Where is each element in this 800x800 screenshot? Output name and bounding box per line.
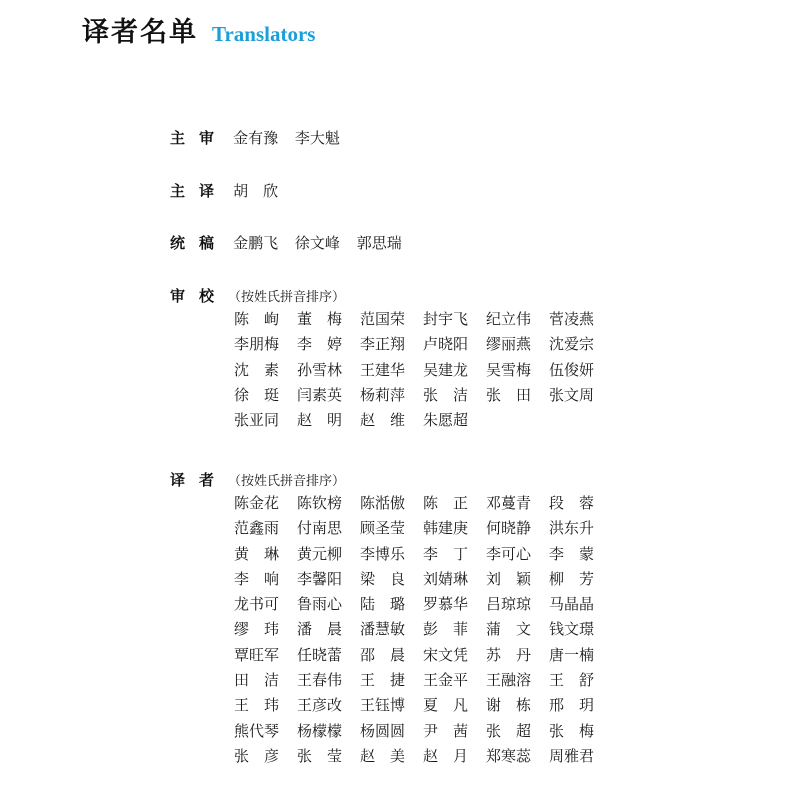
name-cell: 张 超 xyxy=(486,721,532,740)
name-cell: 郑寒蕊 xyxy=(486,746,532,765)
chief-review-names xyxy=(233,129,352,147)
name-cell: 陈钦榜 xyxy=(297,494,343,512)
name-cell: 刘婧琳 xyxy=(423,569,469,588)
proofreaders-list xyxy=(234,307,612,433)
name-cell: 鲁雨心 xyxy=(297,595,343,614)
name-cell: 纪立伟 xyxy=(486,310,532,328)
name-cell: 苏 丹 xyxy=(486,645,532,664)
name-cell: 邓蔓青 xyxy=(486,494,532,512)
name-cell: 菅凌燕 xyxy=(549,310,595,328)
name-cell: 黄元柳 xyxy=(297,544,343,563)
editing-names xyxy=(233,234,414,252)
name-cell: 何晓静 xyxy=(486,519,532,538)
name-cell: 李可心 xyxy=(486,544,532,563)
name-cell: 赵 月 xyxy=(423,746,469,765)
name-cell: 任晓蕾 xyxy=(297,645,343,664)
chief-review-label: 主审 xyxy=(170,129,229,147)
name-cell: 刘 颖 xyxy=(486,569,532,588)
name-cell: 朱愿超 xyxy=(423,411,469,430)
name: 金有豫 xyxy=(233,129,279,147)
name: 胡 欣 xyxy=(233,182,279,200)
name-cell: 范鑫雨 xyxy=(234,519,280,538)
chief-translator-section xyxy=(170,180,290,201)
name-cell: 张亚同 xyxy=(234,411,280,430)
name-cell: 潘慧敏 xyxy=(360,620,406,639)
name-cell: 张 洁 xyxy=(423,385,469,404)
name-cell: 田 洁 xyxy=(234,671,280,690)
name-cell: 陈金花 xyxy=(234,494,280,512)
name-cell: 彭 菲 xyxy=(423,620,469,639)
translators-heading xyxy=(170,469,345,490)
name-cell: 吕琼琼 xyxy=(486,595,532,614)
name-cell: 李 蒙 xyxy=(549,544,595,563)
proofreaders-note: （按姓氏拼音排序） xyxy=(228,290,346,305)
proofreaders-label: 审校 xyxy=(170,287,229,305)
name-cell: 赵 美 xyxy=(360,746,406,765)
name-cell: 张 梅 xyxy=(549,721,595,740)
name-cell: 缪丽燕 xyxy=(486,335,532,354)
name-cell: 覃旺军 xyxy=(234,645,280,664)
translators-note: （按姓氏拼音排序） xyxy=(228,474,346,489)
name-cell: 韩建庚 xyxy=(423,519,469,538)
chief-translator-label: 主译 xyxy=(170,182,229,200)
name: 郭思瑞 xyxy=(356,234,402,252)
name-cell: 钱文璟 xyxy=(549,620,595,639)
name-cell: 段 蓉 xyxy=(549,494,595,512)
name-cell: 梁 良 xyxy=(360,569,406,588)
name: 金鹏飞 xyxy=(233,234,279,252)
name-cell: 宋文凭 xyxy=(423,645,469,664)
translators-label: 译者 xyxy=(170,471,229,489)
name-cell: 李朋梅 xyxy=(234,335,280,354)
name-cell: 李正翔 xyxy=(360,335,406,354)
name-cell: 封宇飞 xyxy=(423,310,469,328)
name-cell: 熊代琴 xyxy=(234,721,280,740)
name-cell: 孙雪林 xyxy=(297,360,343,379)
page-title: 译者名单 xyxy=(82,17,198,48)
proofreaders-heading xyxy=(170,285,345,306)
name-cell: 李馨阳 xyxy=(297,569,343,588)
name-cell: 陈湉傲 xyxy=(360,494,406,512)
name-cell: 付南思 xyxy=(297,519,343,538)
translators-list xyxy=(234,491,612,769)
name-cell: 王融溶 xyxy=(486,671,532,690)
name-cell: 沈爱宗 xyxy=(549,335,595,354)
name-cell: 王春伟 xyxy=(297,671,343,690)
name-cell: 顾圣莹 xyxy=(360,519,406,538)
name-cell: 邢 玥 xyxy=(549,696,595,715)
name-cell: 王 玮 xyxy=(234,696,280,715)
name-cell: 龙书可 xyxy=(234,595,280,614)
name-cell: 王 舒 xyxy=(549,671,595,690)
name-cell: 马晶晶 xyxy=(549,595,595,614)
name-cell: 卢晓阳 xyxy=(423,335,469,354)
name-cell: 闫素英 xyxy=(297,385,343,404)
page-title-en: Translators xyxy=(212,22,316,46)
name-cell: 董 梅 xyxy=(297,310,343,328)
name-cell: 黄 琳 xyxy=(234,544,280,563)
name-cell: 杨莉萍 xyxy=(360,385,406,404)
name-cell: 李 婷 xyxy=(297,335,343,354)
editing-section xyxy=(170,232,414,253)
name-cell: 陈 峋 xyxy=(234,310,280,328)
name-cell: 夏 凡 xyxy=(423,696,469,715)
name-cell: 洪东升 xyxy=(549,519,595,538)
name-cell: 柳 芳 xyxy=(549,569,595,588)
name-cell: 蒲 文 xyxy=(486,620,532,639)
name-cell: 伍俊妍 xyxy=(549,360,595,379)
name-cell: 王彦改 xyxy=(297,696,343,715)
name-cell: 赵 维 xyxy=(360,411,406,430)
name-cell: 潘 晨 xyxy=(297,620,343,639)
name-cell: 缪 玮 xyxy=(234,620,280,639)
name-cell: 陈 正 xyxy=(423,494,469,512)
name-cell: 李 响 xyxy=(234,569,280,588)
page-header xyxy=(82,10,315,49)
chief-review-section xyxy=(170,127,352,148)
name-cell: 沈 素 xyxy=(234,360,280,379)
name-cell: 王建华 xyxy=(360,360,406,379)
name-cell: 张文周 xyxy=(549,385,595,404)
name-cell: 徐 珽 xyxy=(234,385,280,404)
name-cell: 吴建龙 xyxy=(423,360,469,379)
name-cell: 王 捷 xyxy=(360,671,406,690)
name-cell: 张 田 xyxy=(486,385,532,404)
name-cell: 范国荣 xyxy=(360,310,406,328)
name-cell: 谢 栋 xyxy=(486,696,532,715)
name-cell: 杨圆圆 xyxy=(360,721,406,740)
name-cell: 王钰博 xyxy=(360,696,406,715)
name-cell: 吴雪梅 xyxy=(486,360,532,379)
name-cell: 陆 璐 xyxy=(360,595,406,614)
name-cell: 李博乐 xyxy=(360,544,406,563)
name-cell: 李 丁 xyxy=(423,544,469,563)
name-cell: 王金平 xyxy=(423,671,469,690)
name-cell: 唐一楠 xyxy=(549,645,595,664)
editing-label: 统稿 xyxy=(170,234,229,252)
name-cell: 杨檬檬 xyxy=(297,721,343,740)
name-cell: 尹 茜 xyxy=(423,721,469,740)
name-cell: 罗慕华 xyxy=(423,595,469,614)
name: 徐文峰 xyxy=(294,234,340,252)
name-cell: 邵 晨 xyxy=(360,645,406,664)
name-cell: 周雅君 xyxy=(549,746,595,765)
name-cell: 赵 明 xyxy=(297,411,343,430)
name-cell: 张 莹 xyxy=(297,746,343,765)
name: 李大魁 xyxy=(294,129,340,147)
chief-translator-names xyxy=(233,182,290,200)
name-cell: 张 彦 xyxy=(234,746,280,765)
